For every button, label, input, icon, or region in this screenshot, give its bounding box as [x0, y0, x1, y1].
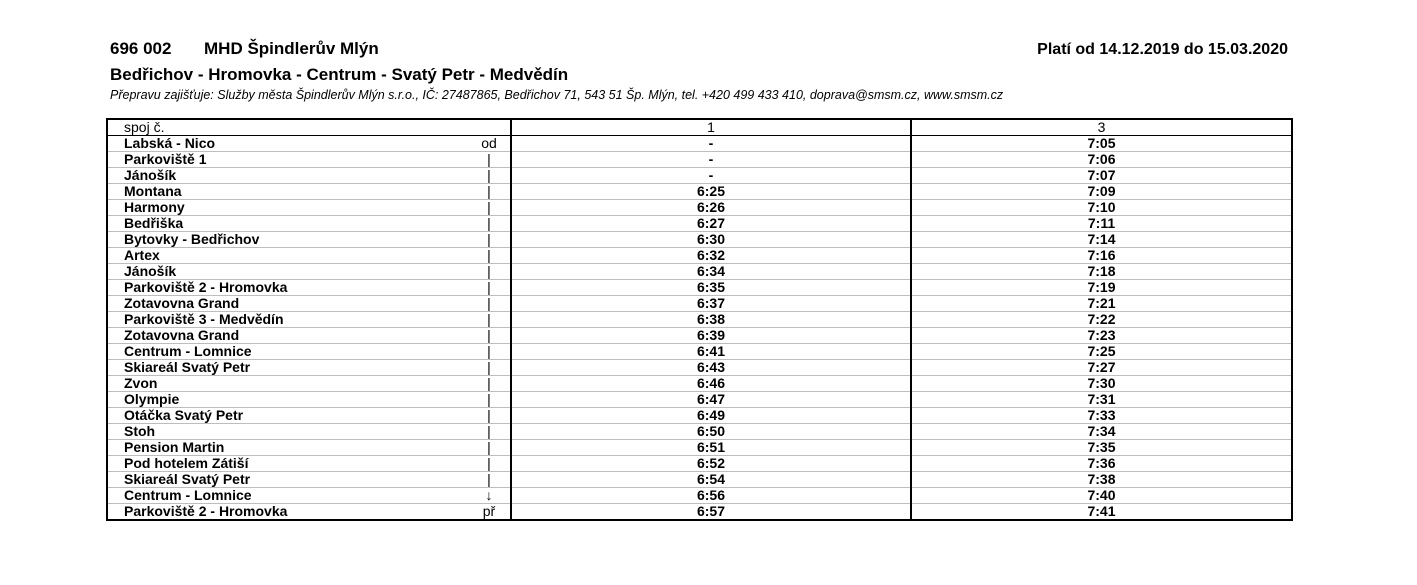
time-trip-1: 6:26: [511, 200, 911, 216]
table-row: [107, 248, 1292, 264]
time-trip-3: 7:34: [911, 424, 1292, 440]
table-row: [107, 312, 1292, 328]
stop-direction-mark: |: [487, 247, 491, 263]
table-row: [107, 360, 1292, 376]
time-trip-3: 7:22: [911, 312, 1292, 328]
stop-cell: [107, 344, 511, 360]
stop-direction-mark: |: [487, 279, 491, 295]
stop-cell: [107, 184, 511, 200]
stop-direction-mark: |: [487, 263, 491, 279]
stop-name: Olympie: [124, 391, 180, 407]
time-trip-3: 7:16: [911, 248, 1292, 264]
stop-name: Harmony: [124, 199, 185, 215]
time-trip-3: 7:27: [911, 360, 1292, 376]
time-trip-3: 7:35: [911, 440, 1292, 456]
stop-cell: [107, 456, 511, 472]
carrier-info: Přepravu zajišťuje: Služby města Špindlerův Mlýn s.r.o., IČ: 27487865, Bedřichov 71, 543 51 Šp. Mlýn, tel. +420 499 433 410, doprava@smsm.cz, www.smsm.cz: [110, 88, 1004, 102]
stop-name: Jánošík: [124, 263, 177, 279]
time-trip-1: 6:30: [511, 232, 911, 248]
stop-cell: [107, 328, 511, 344]
time-trip-1: 6:38: [511, 312, 911, 328]
stop-direction-mark: |: [487, 471, 491, 487]
stop-direction-mark: |: [487, 215, 491, 231]
stop-name: Parkoviště 2 - Hromovka: [124, 503, 288, 519]
time-trip-1: 6:35: [511, 280, 911, 296]
stop-cell: [107, 200, 511, 216]
stop-direction-mark: |: [487, 391, 491, 407]
time-trip-3: 7:40: [911, 488, 1292, 504]
time-trip-1: -: [511, 152, 911, 168]
stop-cell: [107, 408, 511, 424]
time-trip-3: 7:19: [911, 280, 1292, 296]
stop-direction-mark: ↓: [485, 487, 493, 503]
time-trip-3: 7:14: [911, 232, 1292, 248]
time-trip-3: 7:11: [911, 216, 1292, 232]
time-trip-1: 6:25: [511, 184, 911, 200]
time-trip-1: 6:51: [511, 440, 911, 456]
time-trip-1: 6:54: [511, 472, 911, 488]
stop-name: Otáčka Svatý Petr: [124, 407, 244, 423]
stop-direction-mark: |: [487, 343, 491, 359]
stop-name: Parkoviště 1: [124, 151, 207, 167]
stop-direction-mark: |: [487, 295, 491, 311]
table-row: [107, 376, 1292, 392]
stop-direction-mark: |: [487, 375, 491, 391]
stop-name: Zotavovna Grand: [124, 327, 240, 343]
time-trip-1: 6:57: [511, 504, 911, 521]
table-row: [107, 504, 1292, 521]
time-trip-3: 7:06: [911, 152, 1292, 168]
stop-direction-mark: |: [487, 167, 491, 183]
time-trip-1: 6:50: [511, 424, 911, 440]
time-trip-3: 7:23: [911, 328, 1292, 344]
stop-cell: [107, 472, 511, 488]
time-trip-1: 6:32: [511, 248, 911, 264]
time-trip-3: 7:41: [911, 504, 1292, 521]
stop-name: Skiareál Svatý Petr: [124, 471, 251, 487]
trip-number-1: 1: [511, 119, 911, 136]
table-row: [107, 456, 1292, 472]
table-row: [107, 328, 1292, 344]
stop-name: Parkoviště 3 - Medvědín: [124, 311, 284, 327]
validity-period: Platí od 14.12.2019 do 15.03.2020: [1037, 41, 1288, 58]
stop-name: Skiareál Svatý Petr: [124, 359, 251, 375]
table-row: [107, 472, 1292, 488]
table-row: [107, 216, 1292, 232]
stop-name: Labská - Nico: [124, 135, 216, 151]
stop-cell: [107, 392, 511, 408]
stop-direction-mark: |: [487, 183, 491, 199]
stop-name: Bytovky - Bedřichov: [124, 231, 260, 247]
table-row: [107, 232, 1292, 248]
stop-cell: [107, 152, 511, 168]
table-row: [107, 392, 1292, 408]
stop-cell: [107, 216, 511, 232]
stop-direction-mark: od: [481, 135, 497, 151]
stop-name: Stoh: [124, 423, 156, 439]
stop-name: Centrum - Lomnice: [124, 343, 252, 359]
table-row: [107, 408, 1292, 424]
line-number: 696 002: [110, 39, 172, 58]
table-row: [107, 488, 1292, 504]
time-trip-3: 7:31: [911, 392, 1292, 408]
stop-direction-mark: |: [487, 455, 491, 471]
table-row: [107, 200, 1292, 216]
route-title: Bedřichov - Hromovka - Centrum - Svatý Petr - Medvědín: [110, 65, 569, 84]
time-trip-3: 7:21: [911, 296, 1292, 312]
time-trip-1: 6:39: [511, 328, 911, 344]
stop-direction-mark: |: [487, 423, 491, 439]
time-trip-1: -: [511, 136, 911, 152]
stop-cell: [107, 168, 511, 184]
table-row: [107, 264, 1292, 280]
time-trip-1: 6:49: [511, 408, 911, 424]
stop-cell: [107, 232, 511, 248]
table-row: [107, 296, 1292, 312]
stop-direction-mark: |: [487, 151, 491, 167]
stop-cell: [107, 296, 511, 312]
stop-cell: [107, 488, 511, 504]
stop-cell: [107, 136, 511, 152]
time-trip-3: 7:18: [911, 264, 1292, 280]
stop-name: Montana: [124, 183, 182, 199]
stop-direction-mark: |: [487, 327, 491, 343]
trip-header-row: [107, 119, 1292, 136]
time-trip-1: 6:41: [511, 344, 911, 360]
stop-cell: [107, 376, 511, 392]
stop-cell: [107, 440, 511, 456]
stop-name: Zotavovna Grand: [124, 295, 240, 311]
time-trip-1: 6:37: [511, 296, 911, 312]
stop-direction-mark: |: [487, 231, 491, 247]
table-row: [107, 152, 1292, 168]
stop-cell: [107, 248, 511, 264]
time-trip-3: 7:25: [911, 344, 1292, 360]
time-trip-3: 7:05: [911, 136, 1292, 152]
table-row: [107, 280, 1292, 296]
time-trip-3: 7:30: [911, 376, 1292, 392]
time-trip-1: 6:46: [511, 376, 911, 392]
time-trip-3: 7:10: [911, 200, 1292, 216]
time-trip-3: 7:38: [911, 472, 1292, 488]
table-row: [107, 424, 1292, 440]
time-trip-3: 7:36: [911, 456, 1292, 472]
stop-direction-mark: |: [487, 407, 491, 423]
stop-name: Parkoviště 2 - Hromovka: [124, 279, 288, 295]
stop-name: Artex: [124, 247, 160, 263]
stop-cell: [107, 504, 511, 521]
stop-cell: [107, 424, 511, 440]
table-row: [107, 344, 1292, 360]
stop-direction-mark: |: [487, 311, 491, 327]
time-trip-3: 7:33: [911, 408, 1292, 424]
time-trip-1: 6:43: [511, 360, 911, 376]
stop-direction-mark: |: [487, 439, 491, 455]
stop-name: Bedřiška: [124, 215, 184, 231]
stop-direction-mark: př: [482, 503, 496, 519]
time-trip-1: 6:27: [511, 216, 911, 232]
time-trip-1: -: [511, 168, 911, 184]
trip-number-3: 3: [911, 119, 1292, 136]
stop-name: Jánošík: [124, 167, 177, 183]
stop-name: Pod hotelem Zátiší: [124, 455, 249, 471]
stop-cell: [107, 280, 511, 296]
table-row: [107, 184, 1292, 200]
time-trip-3: 7:09: [911, 184, 1292, 200]
table-row: [107, 168, 1292, 184]
table-row: [107, 136, 1292, 152]
time-trip-1: 6:34: [511, 264, 911, 280]
stop-cell: [107, 264, 511, 280]
time-trip-1: 6:56: [511, 488, 911, 504]
stop-cell: [107, 360, 511, 376]
line-name: MHD Špindlerův Mlýn: [204, 39, 379, 58]
stop-direction-mark: |: [487, 359, 491, 375]
stop-name: Zvon: [124, 375, 158, 391]
time-trip-1: 6:52: [511, 456, 911, 472]
timetable: [106, 118, 1293, 521]
stop-name: Pension Martin: [124, 439, 225, 455]
stop-name: Centrum - Lomnice: [124, 487, 252, 503]
stop-direction-mark: |: [487, 199, 491, 215]
time-trip-3: 7:07: [911, 168, 1292, 184]
time-trip-1: 6:47: [511, 392, 911, 408]
stop-cell: [107, 312, 511, 328]
table-row: [107, 440, 1292, 456]
trip-number-label: spoj č.: [107, 119, 511, 136]
